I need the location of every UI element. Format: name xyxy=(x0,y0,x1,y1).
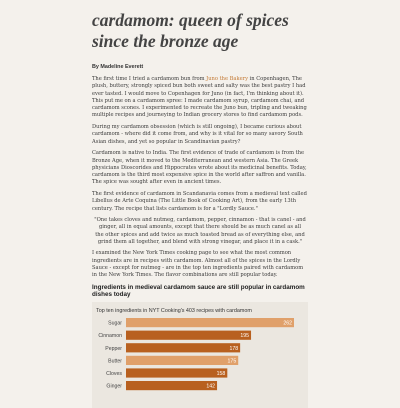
lordly-sauce-quote: "One takes cloves and nutmeg, cardamom, pepper, cinnamon - that is canel - and ginger, all in equal amounts, except that there should be as much canel as all the other spices and add twice as much toasted bread as of everything else, and grind them all together, and blend with strong vinegar, and place it in a cask." xyxy=(94,217,306,245)
bar-butter xyxy=(126,355,238,364)
bar-label-pepper: Pepper xyxy=(105,345,122,352)
bar-value-pepper: 178 xyxy=(229,345,239,352)
paragraph-1 xyxy=(92,76,308,120)
paragraph-5: I examined the New York Times cooking page to see what the most common ingredients are in recipes with cardamom. Almost all of the spices in the Lordly Sauce - except for nutmeg - are in the top ten ingredients paired with cardamom in the New York Times. The flavor combinations are still popular today. xyxy=(92,250,304,279)
paragraph-1-post: in Copenhagen, The plush, buttery, strongly spiced bun both sweet and salty was the best pastry I had ever tasted. I would move to Copenhagen for Juno (in fact, I'm thinking about it). This put me on a cardamom spree: I made cardamom syrup, cardamom chai, and cardamom scones. I experimented to recreate the Juno bun, tripling and tweaking multiple recipes and journeying to Indian grocery stores to find cardamom pods. xyxy=(92,76,307,119)
chart-container xyxy=(92,302,308,408)
bar-cinnamon xyxy=(126,330,251,339)
bar-ginger xyxy=(126,381,217,390)
bar-value-butter: 175 xyxy=(227,358,237,365)
bar-value-cinnamon: 195 xyxy=(240,332,250,339)
bar-label-cinnamon: Cinnamon xyxy=(98,332,122,339)
chart-heading: Ingredients in medieval cardamom sauce are still popular in cardamom dishes today xyxy=(92,283,305,299)
paragraph-3: Cardamom is native to India. The first evidence of trade of cardamom is from the Bronze Age, when it moved to the Mediterranean and western Asia. The Greek physicians Dioscorides and Hippocrates wrote about its medicinal benefits. Today, cardamom is the third most expensive spice in the world after saffron and vanilla. The spice was sought after even in ancient times. xyxy=(92,150,307,186)
bar-pepper xyxy=(126,343,240,352)
bar-value-cloves: 158 xyxy=(216,370,226,377)
bar-value-ginger: 142 xyxy=(206,383,216,390)
bar-label-ginger: Ginger xyxy=(106,383,122,390)
juno-bakery-link[interactable]: Juno the Bakery xyxy=(206,76,248,82)
bar-chart xyxy=(96,318,304,398)
byline: By Madeline Everett xyxy=(92,64,144,70)
article-title: cardamom: queen of spices since the bronze age xyxy=(92,10,289,51)
paragraph-4: The first evidence of cardamom in Scandanavia comes from a medieval text called Libellus de Arte Coquina (The Little Book of Cooking Art), from the early 13th century. The recipe that lists cardamom is for a "Lordly Sauce." xyxy=(92,191,307,212)
paragraph-1-pre: The first time I tried a cardamom bun from xyxy=(92,76,207,82)
bar-value-sugar: 262 xyxy=(283,320,292,327)
bar-label-sugar: Sugar xyxy=(108,320,122,327)
paragraph-2: During my cardamom obsession (which is still ongoing), I became curious about cardamom - where did it come from, and why is it vital for so many savory South Asian dishes, and yet so popular in Scandinavian pastry? xyxy=(92,124,303,145)
bar-label-butter: Butter xyxy=(108,358,122,365)
bar-cloves xyxy=(126,368,227,377)
chart-subtitle: Top ten ingredients in NYT Cooking's 403 recipes with cardamom xyxy=(96,307,252,314)
bar-label-cloves: Cloves xyxy=(106,370,122,377)
bar-sugar xyxy=(126,318,294,327)
article xyxy=(92,10,308,408)
